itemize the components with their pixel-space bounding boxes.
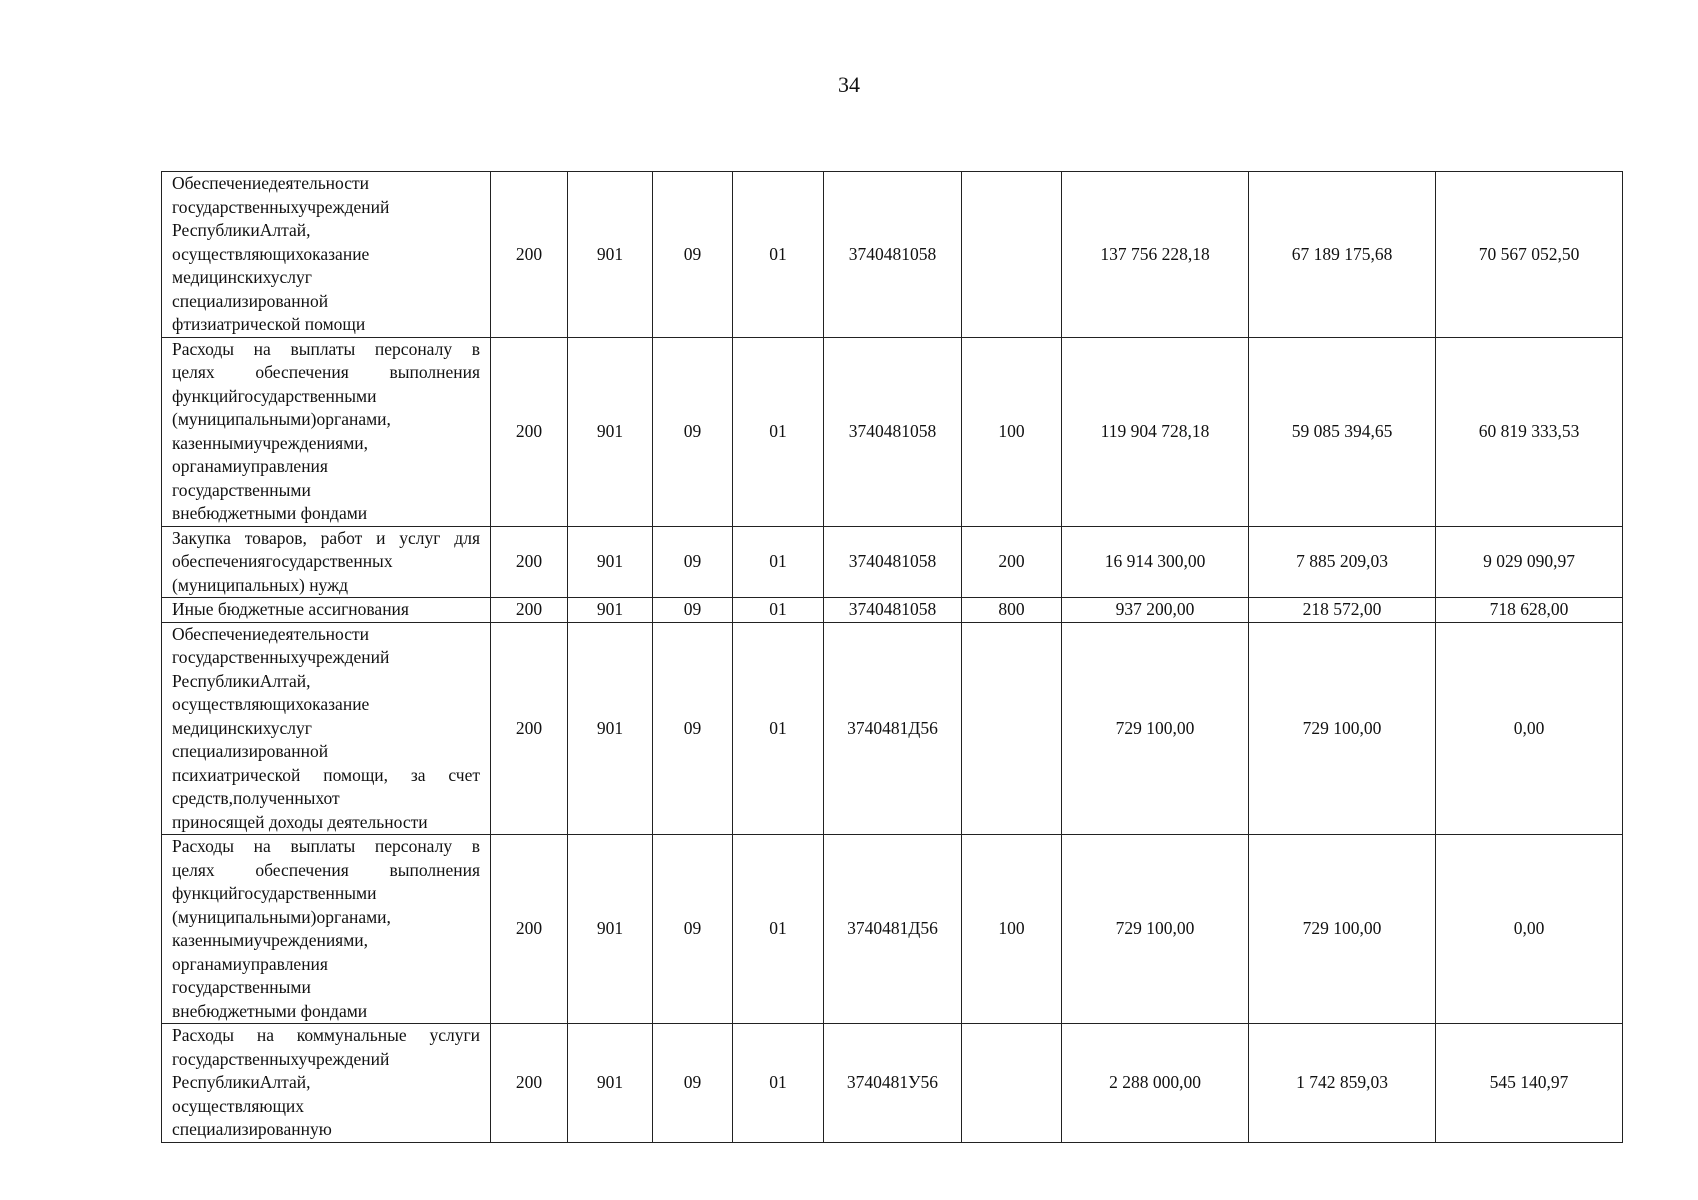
section-code: 200: [491, 526, 568, 598]
description-line: психиатрической помощи, за счет: [172, 764, 480, 785]
description-line: [172, 693, 480, 717]
description-word: учреждениями,: [253, 930, 369, 950]
description-line: целях обеспечения выполнения: [172, 362, 480, 382]
section-code: 200: [491, 598, 568, 623]
table-row: [162, 835, 1623, 1024]
target-article-code: 3740481058: [824, 526, 962, 598]
amount-col-2: 1 742 859,03: [1249, 1024, 1436, 1143]
description-word: оказание: [303, 694, 370, 714]
description-word: казенными: [172, 432, 254, 453]
description-line: [172, 172, 480, 196]
description-word: государственных: [265, 551, 393, 571]
expense-type-code: 200: [962, 526, 1062, 598]
amount-col-3: 0,00: [1436, 622, 1623, 835]
table-row: [162, 622, 1623, 835]
amount-total: 729 100,00: [1062, 622, 1249, 835]
description-word: управления: [242, 456, 328, 476]
description-word: полученных: [233, 788, 324, 808]
description-line: государственными: [172, 977, 311, 997]
description-word: функций: [172, 385, 238, 406]
description-word: Обеспечение: [172, 173, 269, 193]
description-line: [172, 455, 480, 479]
description-line: [172, 929, 480, 953]
table-body: [162, 172, 1623, 1143]
description-line: внебюджетными фондами: [172, 503, 368, 523]
row-description: [162, 598, 491, 623]
subdivision-code: 01: [733, 835, 824, 1024]
description-line: [172, 243, 480, 267]
subdivision-code: 01: [733, 337, 824, 526]
table-row: [162, 598, 1623, 623]
description-word: государственных: [172, 647, 299, 667]
amount-col-3: 545 140,97: [1436, 1024, 1623, 1143]
description-line: [172, 787, 480, 811]
description-line: специализированной: [172, 741, 329, 761]
description-word: средств,: [172, 788, 234, 808]
subdivision-code: 01: [733, 598, 824, 623]
description-line: [172, 906, 480, 930]
description-line: Расходы на выплаты персоналу в: [172, 338, 480, 359]
target-article-code: 3740481Д56: [824, 622, 962, 835]
description-word: государственных: [172, 196, 299, 217]
description-word: деятельности: [268, 173, 370, 193]
section-code: 200: [491, 1024, 568, 1143]
amount-col-3: 0,00: [1436, 835, 1623, 1024]
description-word: Республики: [172, 220, 260, 240]
description-word: государственными: [237, 385, 377, 406]
description-word: Алтай,: [259, 1072, 311, 1092]
description-word: управления: [242, 953, 328, 974]
amount-col-2: 59 085 394,65: [1249, 337, 1436, 526]
amount-total: 2 288 000,00: [1062, 1024, 1249, 1143]
description-word: учреждений: [298, 1048, 390, 1069]
description-word: функций: [172, 883, 238, 903]
page-number: 34: [838, 72, 860, 97]
description-line: целях обеспечения выполнения: [172, 859, 480, 880]
description-line: осуществляющих: [172, 1095, 305, 1116]
description-line: [172, 953, 480, 977]
amount-total: 937 200,00: [1062, 598, 1249, 623]
description-word: медицинских: [172, 267, 271, 287]
subdivision-code: 01: [733, 172, 824, 338]
division-code: 09: [653, 172, 733, 338]
ministry-code: 901: [568, 1024, 653, 1143]
description-word: услуг: [270, 267, 312, 287]
description-line: [172, 882, 480, 906]
description-line: [172, 646, 480, 670]
division-code: 09: [653, 337, 733, 526]
description-line: [172, 670, 480, 694]
description-word: оказание: [303, 243, 370, 264]
description-word: государственных: [172, 1048, 299, 1069]
amount-col-2: 729 100,00: [1249, 622, 1436, 835]
division-code: 09: [653, 1024, 733, 1143]
description-word: от: [323, 788, 340, 808]
description-line: приносящей доходы деятельности: [172, 811, 428, 832]
description-line: фтизиатрической помощи: [172, 314, 366, 334]
division-code: 09: [653, 526, 733, 598]
description-word: органами,: [316, 906, 391, 927]
description-line: [172, 550, 480, 574]
description-word: Алтай,: [259, 670, 311, 691]
description-word: органами: [172, 456, 243, 476]
description-line: Расходы на коммунальные услуги: [172, 1025, 480, 1045]
amount-col-2: 67 189 175,68: [1249, 172, 1436, 338]
amount-col-3: 718 628,00: [1436, 598, 1623, 623]
ministry-code: 901: [568, 526, 653, 598]
description-word: (муниципальными): [172, 906, 317, 927]
division-code: 09: [653, 622, 733, 835]
description-line: [172, 408, 480, 432]
ministry-code: 901: [568, 598, 653, 623]
subdivision-code: 01: [733, 622, 824, 835]
description-word: учреждений: [298, 196, 390, 217]
amount-col-2: 7 885 209,03: [1249, 526, 1436, 598]
description-line: [172, 196, 480, 220]
description-line: государственными: [172, 479, 311, 500]
target-article-code: 3740481У56: [824, 1024, 962, 1143]
description-line: [172, 385, 480, 409]
ministry-code: 901: [568, 172, 653, 338]
description-word: казенными: [172, 930, 254, 950]
amount-col-2: 729 100,00: [1249, 835, 1436, 1024]
description-line: (муниципальных) нужд: [172, 574, 349, 595]
row-description: [162, 835, 491, 1024]
expense-type-code: 100: [962, 337, 1062, 526]
subdivision-code: 01: [733, 1024, 824, 1143]
description-word: деятельности: [268, 623, 370, 644]
division-code: 09: [653, 835, 733, 1024]
expense-type-code: 800: [962, 598, 1062, 623]
description-word: органами,: [316, 409, 391, 429]
description-word: (муниципальными): [172, 409, 317, 429]
expense-type-code: [962, 622, 1062, 835]
target-article-code: 3740481Д56: [824, 835, 962, 1024]
target-article-code: 3740481058: [824, 337, 962, 526]
section-code: 200: [491, 172, 568, 338]
description-word: Алтай,: [259, 220, 311, 240]
ministry-code: 901: [568, 835, 653, 1024]
description-line: [172, 623, 480, 647]
row-description: [162, 337, 491, 526]
description-line: специализированной: [172, 290, 329, 311]
description-word: учреждениями,: [253, 432, 369, 453]
row-description: [162, 1024, 491, 1143]
subdivision-code: 01: [733, 526, 824, 598]
amount-total: 729 100,00: [1062, 835, 1249, 1024]
amount-col-3: 60 819 333,53: [1436, 337, 1623, 526]
description-word: осуществляющих: [172, 243, 304, 264]
amount-total: 119 904 728,18: [1062, 337, 1249, 526]
description-word: услуг: [270, 717, 312, 738]
description-line: Иные бюджетные ассигнования: [172, 599, 409, 619]
description-word: Республики: [172, 670, 260, 691]
description-word: Республики: [172, 1072, 260, 1092]
amount-col-3: 9 029 090,97: [1436, 526, 1623, 598]
target-article-code: 3740481058: [824, 598, 962, 623]
description-line: [172, 432, 480, 456]
amount-total: 137 756 228,18: [1062, 172, 1249, 338]
expense-type-code: [962, 172, 1062, 338]
budget-table: [161, 171, 1623, 1143]
section-code: 200: [491, 337, 568, 526]
section-code: 200: [491, 622, 568, 835]
section-code: 200: [491, 835, 568, 1024]
description-line: [172, 1048, 480, 1072]
description-word: осуществляющих: [172, 694, 304, 714]
ministry-code: 901: [568, 622, 653, 835]
description-line: Расходы на выплаты персоналу в: [172, 836, 480, 856]
description-line: [172, 1071, 480, 1095]
table-row: [162, 1024, 1623, 1143]
description-word: обеспечения: [172, 551, 266, 571]
description-line: внебюджетными фондами: [172, 1000, 368, 1021]
description-word: учреждений: [298, 647, 390, 667]
amount-total: 16 914 300,00: [1062, 526, 1249, 598]
row-description: [162, 172, 491, 338]
description-line: [172, 717, 480, 741]
row-description: [162, 622, 491, 835]
description-word: Обеспечение: [172, 623, 269, 644]
expense-type-code: 100: [962, 835, 1062, 1024]
amount-col-3: 70 567 052,50: [1436, 172, 1623, 338]
description-line: специализированную: [172, 1119, 332, 1139]
amount-col-2: 218 572,00: [1249, 598, 1436, 623]
table-row: [162, 172, 1623, 338]
table-row: [162, 337, 1623, 526]
division-code: 09: [653, 598, 733, 623]
description-line: [172, 266, 480, 290]
table-row: [162, 526, 1623, 598]
description-line: [172, 219, 480, 243]
expense-type-code: [962, 1024, 1062, 1143]
description-line: Закупка товаров, работ и услуг для: [172, 527, 480, 548]
target-article-code: 3740481058: [824, 172, 962, 338]
description-word: органами: [172, 953, 243, 974]
row-description: [162, 526, 491, 598]
ministry-code: 901: [568, 337, 653, 526]
description-word: медицинских: [172, 717, 271, 738]
description-word: государственными: [237, 883, 377, 903]
